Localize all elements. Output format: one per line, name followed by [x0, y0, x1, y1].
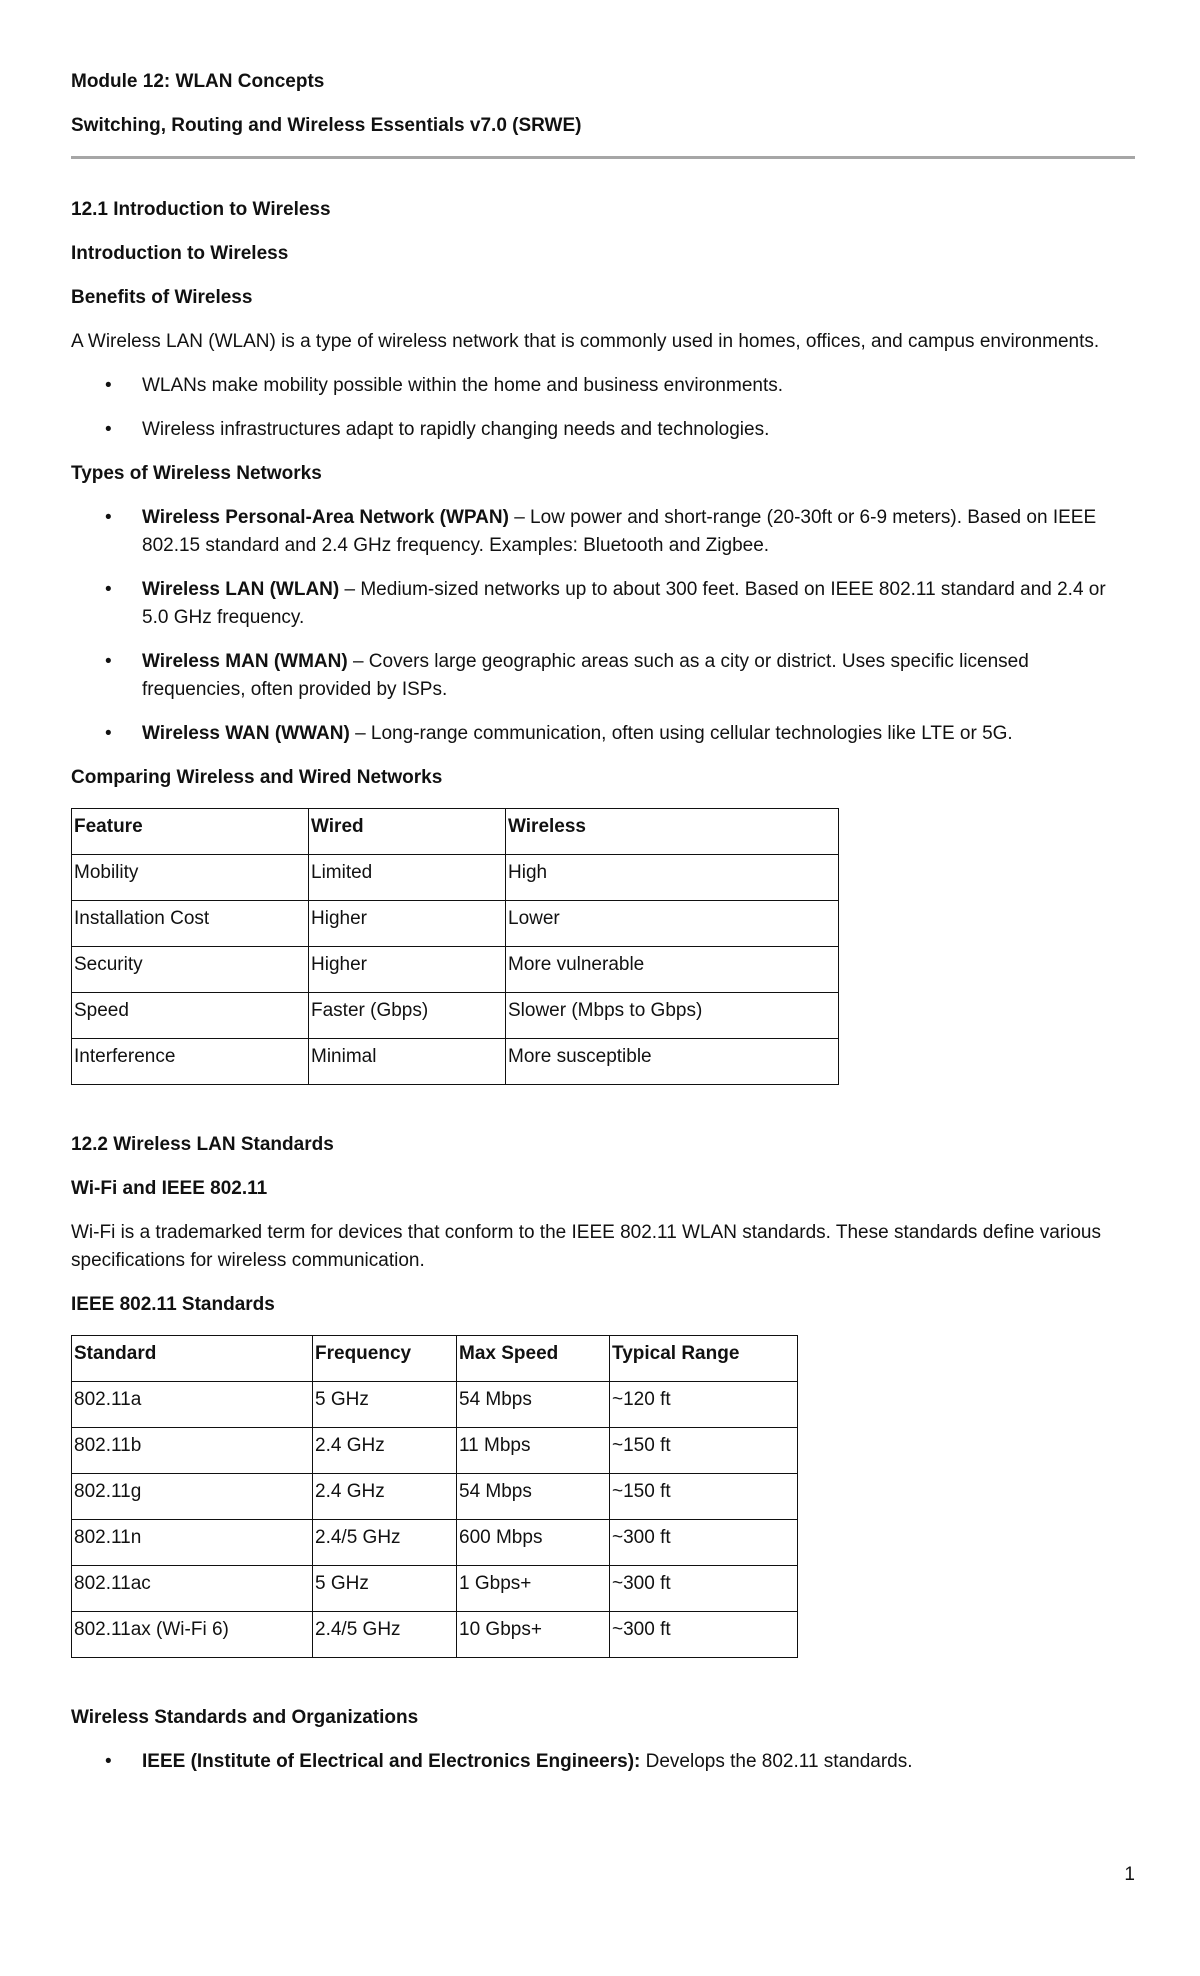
table-cell: Slower (Mbps to Gbps)	[506, 993, 839, 1039]
table-header-cell: Feature	[72, 809, 309, 855]
list-item-term: Wireless Personal-Area Network (WPAN)	[142, 507, 509, 528]
intro-subheading: Introduction to Wireless	[71, 243, 289, 264]
table-cell: ~300 ft	[610, 1612, 798, 1658]
table-row	[72, 1474, 798, 1520]
table-cell: ~300 ft	[610, 1520, 798, 1566]
list-item	[71, 504, 1135, 560]
types-heading: Types of Wireless Networks	[71, 463, 322, 484]
benefits-heading: Benefits of Wireless	[71, 287, 253, 308]
table-row	[72, 901, 839, 947]
table-header-cell: Wireless	[506, 809, 839, 855]
table-cell: ~150 ft	[610, 1428, 798, 1474]
wifi-paragraph: Wi-Fi is a trademarked term for devices that conform to the IEEE 802.11 WLAN standards. These standards define various specifications for wireless communication.	[71, 1222, 1101, 1271]
table-cell: 802.11g	[72, 1474, 313, 1520]
compare-heading: Comparing Wireless and Wired Networks	[71, 767, 443, 788]
list-item-text: – Covers large geographic areas such as a city or district. Uses specific licensed frequencies, often provided by ISPs.	[142, 651, 1029, 700]
table-row	[72, 947, 839, 993]
bullet-icon: •	[105, 1751, 112, 1772]
bullet-icon: •	[105, 579, 112, 600]
bullet-icon: •	[105, 419, 112, 440]
list-item	[71, 720, 1135, 748]
list-item-text: WLANs make mobility possible within the home and business environments.	[142, 375, 784, 396]
table-row	[72, 1039, 839, 1085]
table-cell: 11 Mbps	[457, 1428, 610, 1474]
course-title: Switching, Routing and Wireless Essentials v7.0 (SRWE)	[71, 115, 582, 136]
list-item-text: – Low power and short-range (20-30ft or 6-9 meters). Based on IEEE 802.15 standard and 2.4 GHz frequency. Examples: Bluetooth and Zigbee.	[142, 507, 1097, 556]
list-item-term: Wireless MAN (WMAN)	[142, 651, 348, 672]
page-number: 1	[1124, 1864, 1135, 1885]
table-header-cell: Max Speed	[457, 1336, 610, 1382]
table-row	[72, 855, 839, 901]
bullet-icon: •	[105, 375, 112, 396]
list-item-term: Wireless WAN (WWAN)	[142, 723, 350, 744]
table-header-cell: Frequency	[313, 1336, 457, 1382]
table-row	[72, 1566, 798, 1612]
table-cell: High	[506, 855, 839, 901]
wifi-subheading: Wi-Fi and IEEE 802.11	[71, 1178, 268, 1199]
table-cell: ~300 ft	[610, 1566, 798, 1612]
table-cell: 2.4 GHz	[313, 1474, 457, 1520]
table-cell: ~120 ft	[610, 1382, 798, 1428]
table-cell: 802.11a	[72, 1382, 313, 1428]
list-item	[71, 576, 1135, 632]
bullet-icon: •	[105, 507, 112, 528]
list-item	[71, 648, 1135, 704]
table-cell: 802.11ax (Wi-Fi 6)	[72, 1612, 313, 1658]
table-row	[72, 1520, 798, 1566]
types-list	[71, 504, 1135, 748]
table-cell: Higher	[309, 901, 506, 947]
table-row	[72, 1382, 798, 1428]
table-header-cell: Typical Range	[610, 1336, 798, 1382]
table-cell: Limited	[309, 855, 506, 901]
list-item-text: Wireless infrastructures adapt to rapidly changing needs and technologies.	[142, 419, 770, 440]
table-cell: Lower	[506, 901, 839, 947]
table-cell: 1 Gbps+	[457, 1566, 610, 1612]
table-cell: 2.4 GHz	[313, 1428, 457, 1474]
table-cell: 2.4/5 GHz	[313, 1612, 457, 1658]
table-row	[72, 1428, 798, 1474]
list-item-text: Develops the 802.11 standards.	[640, 1751, 913, 1772]
table-header-row	[72, 1336, 798, 1382]
table-header-row	[72, 809, 839, 855]
standards-table	[71, 1335, 798, 1658]
orgs-list	[71, 1748, 1135, 1776]
table-row	[72, 1612, 798, 1658]
list-item-term: Wireless LAN (WLAN)	[142, 579, 340, 600]
table-cell: Security	[72, 947, 309, 993]
module-title: Module 12: WLAN Concepts	[71, 71, 325, 92]
document-page	[71, 68, 1135, 1792]
table-cell: Speed	[72, 993, 309, 1039]
table-cell: Interference	[72, 1039, 309, 1085]
table-header-cell: Wired	[309, 809, 506, 855]
list-item	[71, 1748, 1135, 1776]
compare-table	[71, 808, 839, 1085]
list-item-term: IEEE (Institute of Electrical and Electronics Engineers):	[142, 1751, 641, 1772]
table-cell: Minimal	[309, 1039, 506, 1085]
table-cell: 802.11n	[72, 1520, 313, 1566]
table-cell: Faster (Gbps)	[309, 993, 506, 1039]
table-cell: ~150 ft	[610, 1474, 798, 1520]
benefits-list	[71, 372, 1135, 444]
table-cell: Installation Cost	[72, 901, 309, 947]
benefits-paragraph: A Wireless LAN (WLAN) is a type of wireless network that is commonly used in homes, offices, and campus environments.	[71, 331, 1100, 352]
table-cell: 802.11ac	[72, 1566, 313, 1612]
bullet-icon: •	[105, 723, 112, 744]
standards-heading: IEEE 802.11 Standards	[71, 1294, 275, 1315]
table-cell: 802.11b	[72, 1428, 313, 1474]
table-cell: 5 GHz	[313, 1566, 457, 1612]
section-12-2-heading: 12.2 Wireless LAN Standards	[71, 1134, 334, 1155]
table-cell: 2.4/5 GHz	[313, 1520, 457, 1566]
table-cell: 54 Mbps	[457, 1382, 610, 1428]
section-12-1-heading: 12.1 Introduction to Wireless	[71, 199, 331, 220]
table-cell: Mobility	[72, 855, 309, 901]
table-cell: 54 Mbps	[457, 1474, 610, 1520]
header-divider	[71, 156, 1135, 159]
list-item	[71, 372, 1135, 400]
orgs-heading: Wireless Standards and Organizations	[71, 1707, 419, 1728]
table-header-cell: Standard	[72, 1336, 313, 1382]
list-item	[71, 416, 1135, 444]
table-cell: 10 Gbps+	[457, 1612, 610, 1658]
table-cell: Higher	[309, 947, 506, 993]
table-cell: 5 GHz	[313, 1382, 457, 1428]
table-cell: 600 Mbps	[457, 1520, 610, 1566]
table-cell: More vulnerable	[506, 947, 839, 993]
bullet-icon: •	[105, 651, 112, 672]
list-item-text: – Medium-sized networks up to about 300 feet. Based on IEEE 802.11 standard and 2.4 or 5.0 GHz frequency.	[142, 579, 1106, 628]
table-row	[72, 993, 839, 1039]
list-item-text: – Long-range communication, often using cellular technologies like LTE or 5G.	[349, 723, 1013, 744]
table-cell: More susceptible	[506, 1039, 839, 1085]
